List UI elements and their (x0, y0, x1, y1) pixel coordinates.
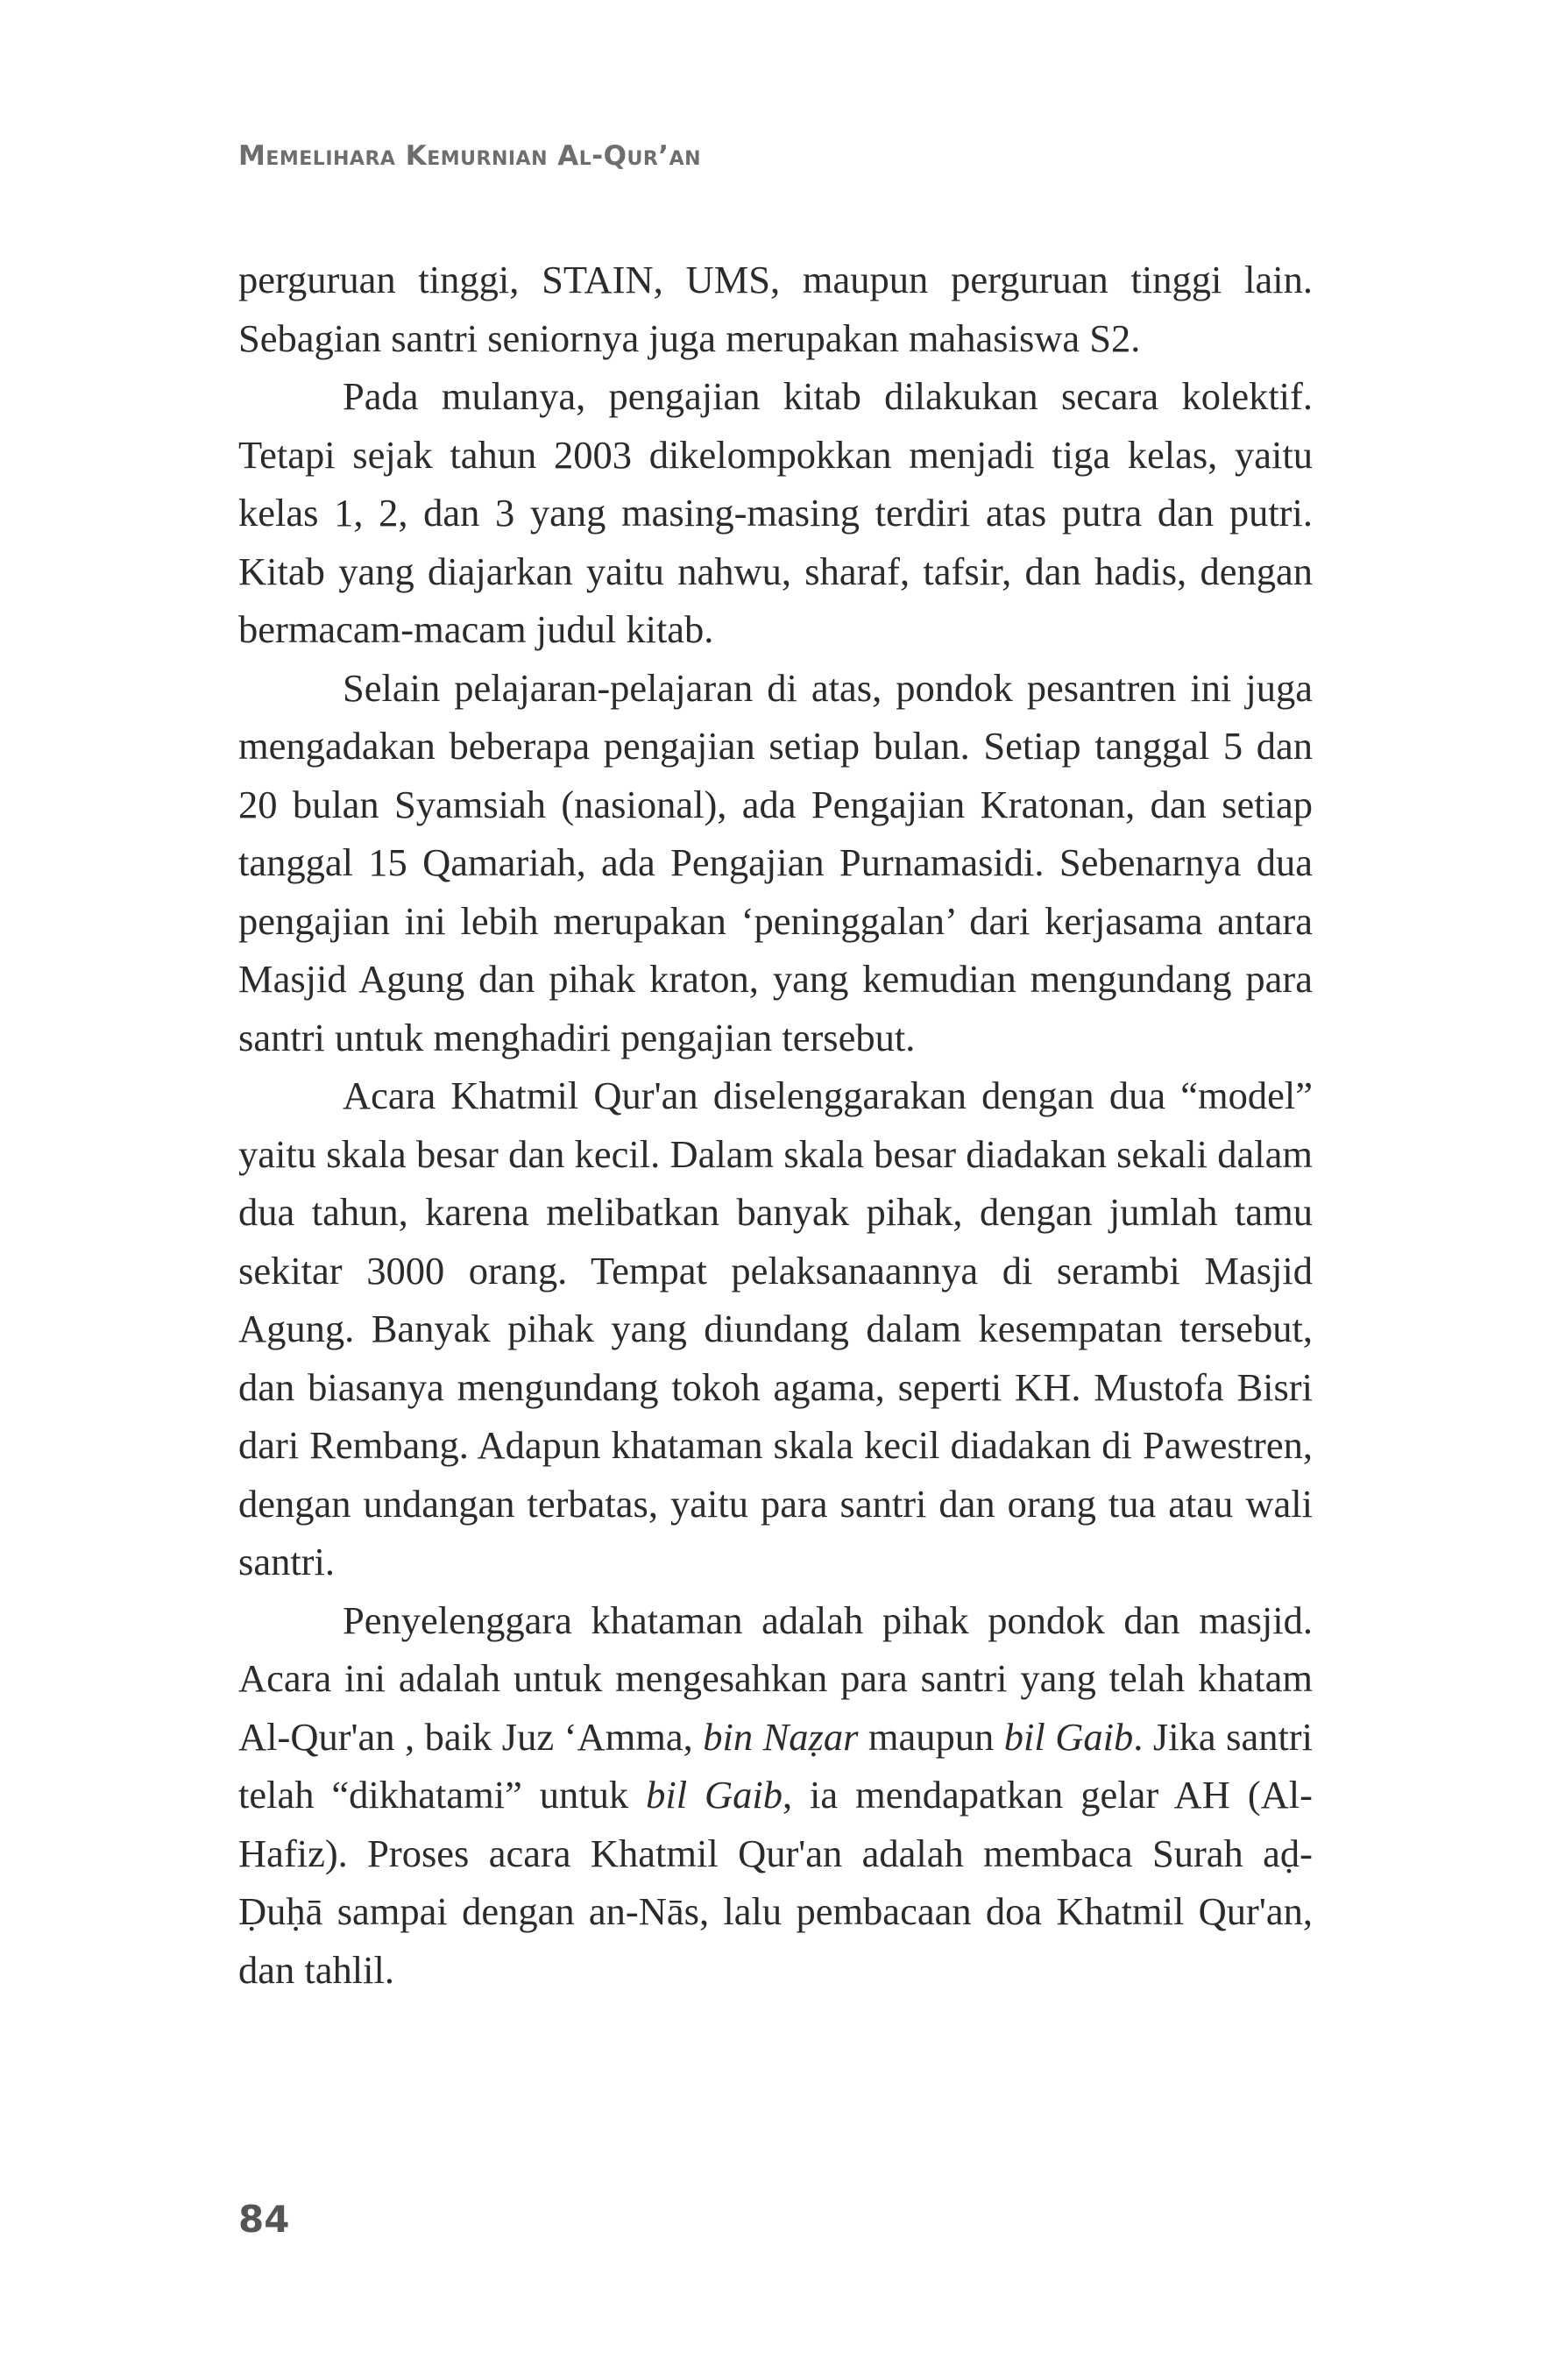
paragraph-5 (238, 1591, 1313, 2000)
italic-term-bil-gaib: bil Gaib (1003, 1714, 1134, 1759)
paragraph-5-text-2: maupun (858, 1714, 1004, 1759)
body-text (238, 251, 1313, 1999)
running-header: Memelihara Kemurnian Al-Qur’an (238, 140, 702, 172)
paragraph-3: Selain pelajaran-pelajaran di atas, pondok pesantren ini juga mengadakan beberapa pengajian setiap bulan. Setiap tanggal 5 dan 20 bulan Syamsiah (nasional), ada Pengajian Kratonan, dan setiap tanggal 15 Qamariah, ada Pengajian Purnamasidi. Sebenarnya dua pengajian ini lebih merupakan ‘peninggalan’ dari kerjasama antara Masjid Agung dan pihak kraton, yang kemudian mengundang para santri untuk menghadiri pengajian tersebut. (238, 665, 1313, 1059)
paragraph-2: Pada mulanya, pengajian kitab dilakukan secara kolektif. Tetapi sejak tahun 2003 dikelompokkan menjadi tiga kelas, yaitu kelas 1, 2, dan 3 yang masing-masing terdiri atas putra dan putri. Kitab yang diajarkan yaitu nahwu, sharaf, tafsir, dan hadis, dengan bermacam-macam judul kitab. (238, 374, 1313, 651)
paragraph-1: perguruan tinggi, STAIN, UMS, maupun perguruan tinggi lain. Sebagian santri seniornya juga merupakan mahasiswa S2. (238, 258, 1313, 360)
paragraph-5-text-4: , ia mendapatkan gelar AH (Al-Hafiz). Proses acara Khatmil Qur'an adalah membaca Surah aḍ-Ḍuḥā sampai dengan an-Nās, lalu pembacaan doa Khatmil Qur'an, dan tahlil. (238, 1773, 1313, 1992)
italic-term-bin-nazar: bin Naẓar (703, 1714, 859, 1759)
page-number: 84 (238, 2198, 290, 2241)
paragraph-4: Acara Khatmil Qur'an diselenggarakan dengan dua “model” yaitu skala besar dan kecil. Dalam skala besar diadakan sekali dalam dua tahun, karena melibatkan banyak pihak, dengan jumlah tamu sekitar 3000 orang. Tempat pelaksanaannya di serambi Masjid Agung. Banyak pihak yang diundang dalam kesempatan tersebut, dan biasanya mengundang tokoh agama, seperti KH. Mustofa Bisri dari Rembang. Adapun khataman skala kecil diadakan di Pawestren, dengan undangan terbatas, yaitu para santri dan orang tua atau wali santri. (238, 1073, 1313, 1583)
paragraph-5-text-1: Penyelenggara khataman adalah pihak pondok dan masjid. Acara ini adalah untuk mengesahkan para santri yang telah khatam Al-Qur'an , baik Juz ‘Amma, (238, 1597, 1313, 1759)
paragraph-5-text-3: . Jika santri telah “dikhatami” untuk (238, 1714, 1313, 1817)
italic-term-bil-gaib-2: bil Gaib (646, 1773, 783, 1817)
